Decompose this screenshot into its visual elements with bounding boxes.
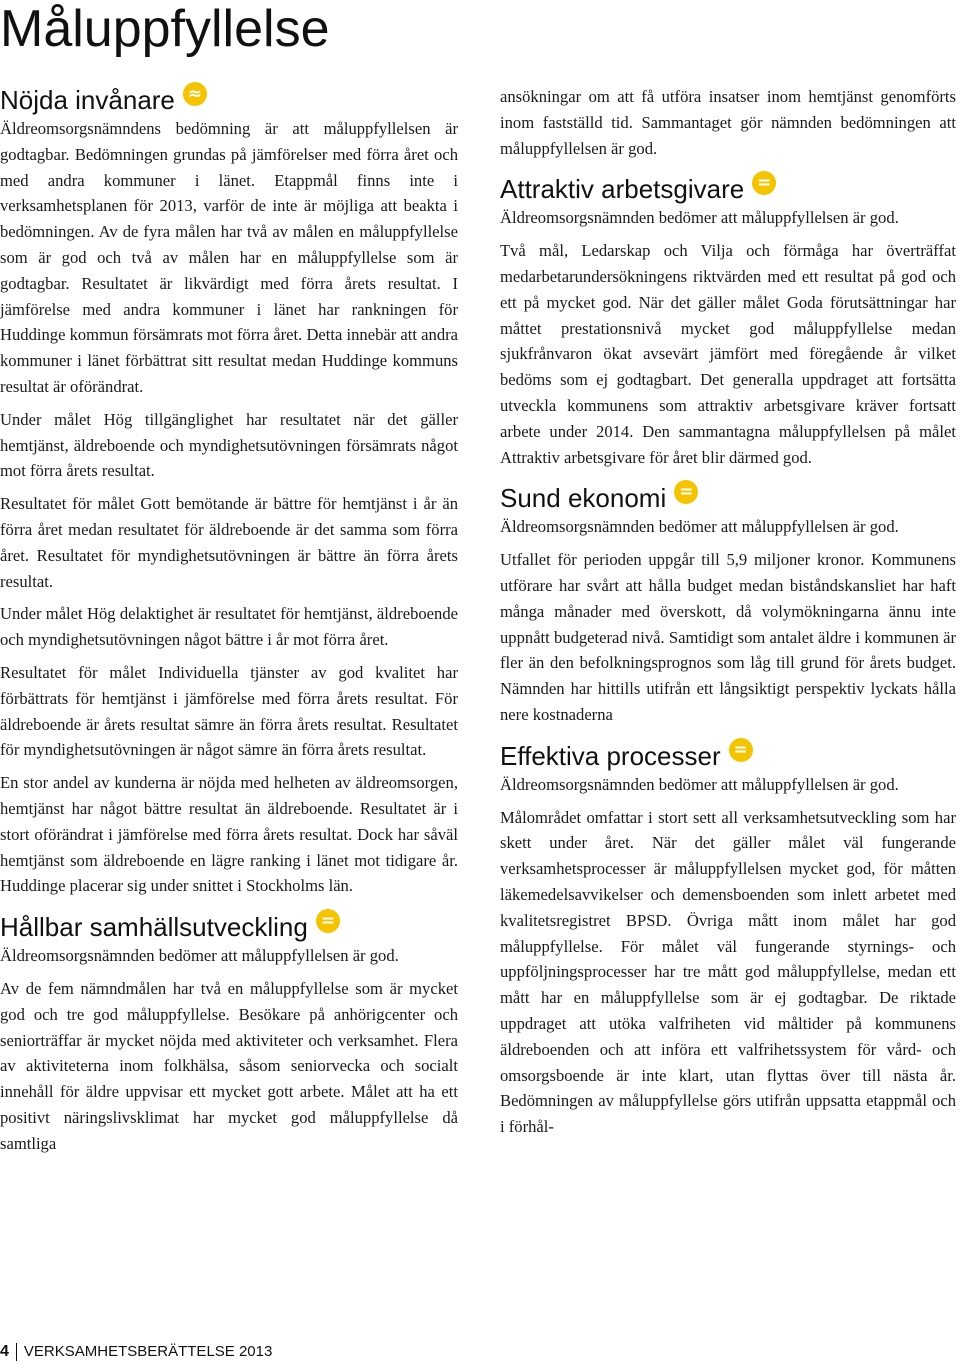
paragraph: ansökningar om att få utföra insatser inom hemtjänst genomförts inom fastställd tid. Sammantaget gör nämnden bedömningen att måluppfyllelsen är god.: [500, 87, 956, 158]
section-heading-text: Effektiva processer: [500, 740, 721, 771]
section-effektiva-processer: [500, 740, 956, 1140]
section-continuation: [500, 84, 956, 161]
section-heading-text: Attraktiv arbetsgivare: [500, 174, 745, 205]
paragraph: Äldreomsorgsnämnden bedömer att måluppfyllelsen är god.: [500, 517, 899, 537]
paragraph: Av de fem nämndmålen har två en måluppfyllelse som är mycket god och tre god måluppfyllelse. Besökare på anhörigcenter och seniorträffar är mycket nöjda med aktiviteter och verksamhet. Flera av aktiviteterna inom folkhälsa, såsom seniorvecka och socialt innehåll för äldre uppvisar ett mycket gott arbete. Målet att ha ett positivt näringslivsklimat har mycket god måluppfyllelse då samtliga: [0, 978, 458, 1153]
section-heading: [500, 482, 956, 514]
equals-icon: =: [674, 480, 698, 504]
left-column: [0, 84, 458, 1168]
approx-equal-icon: ≈: [183, 82, 207, 106]
paragraph: Äldreomsorgsnämndens bedömning är att måluppfyllelsen är godtagbar. Bedömningen grundas på jämförelser med förra året och med andra kommuner i länet. Etappmål finns inte i verksamhetsplanen för 2013, varför de inte är möjliga att beakta i bedömningen. Av de fyra målen har två av målen en måluppfyllelse som är god och två av målen har en måluppfyllelse som är godtagbar. Resultatet är likvärdigt med förra årets resultat. I jämförelse med andra kommuner i länet har rankningen för Huddinge kommun försämrats mot förra året. Detta innebär att andra kommuner i länet förbättrat sitt resultat medan Huddinge kommuns resultat är oförändrat.: [0, 119, 459, 396]
paragraph: Resultatet för målet Gott bemötande är bättre för hemtjänst i år än förra året medan resultatet för äldreboende är det samma som förra året. Resultatet för myndighetsutövningen är bättre än förra årets resultat.: [0, 494, 458, 591]
paragraph: Under målet Hög delaktighet är resultatet för hemtjänst, äldreboende och myndighetsutövningen något bättre i år mot förra året.: [0, 604, 458, 650]
paragraph: Under målet Hög tillgänglighet har resultatet när det gäller hemtjänst, äldreboende och myndighetsutövningen försämrats något mot förra årets resultat.: [0, 409, 458, 481]
section-heading: [0, 911, 458, 943]
equals-icon: =: [316, 909, 340, 933]
paragraph: Utfallet för perioden uppgår till 5,9 miljoner kronor. Kommunens utförare har svårt att hålla budget medan biståndskansliet har haft många månader med överskott, då volymökningarna ännu inte uppnått budgeterad nivå. Samtidigt som antalet äldre i kommunen är fler än den befolkningsprognos som låg till grund för årets budget. Nämnden har hittills utifrån ett långsiktigt perspektiv lyckats hålla nere kostnaderna: [500, 550, 956, 724]
section-heading: [500, 173, 956, 205]
page-number: 4: [0, 1343, 9, 1360]
paragraph: Målområdet omfattar i stort sett all verksamhetsutveckling som har skett under året. När det gäller målet väl fungerande verksamhetsprocesser är måluppfyllelsen mycket god, för måtten läkemedelsavvikelser och demensboenden som inlett arbetet med kvalitetsregistret BPSD. Övriga mått inom målet har god måluppfyllelse. För målet väl fungerande styrnings- och uppföljningsprocesser har tre mått god måluppfyllelse, medan ett mått har en måluppfyllelse som är ej godtagbar. De riktade uppdraget att utöka valfriheten vid måltider på kommunens äldreboenden och att införa ett valfrihetssystem för vård- och omsorgsboende är inte klart, utan flyttas över till nästa år. Bedömningen av måluppfyllelse görs utifrån uppsatta etappmål och i förhål-: [500, 807, 956, 1137]
paragraph: En stor andel av kunderna är nöjda med helheten av äldreomsorgen, hemtjänst har något bättre resultat än äldreboende. Resultatet är i stort oförändrat i jämförelse med förra årets resultat. Dock har såväl hemtjänst som äldreboende en lägre ranking i länet mot tidigare år. Huddinge placerar sig under snittet i Stockholms län.: [0, 773, 458, 896]
section-sund-ekonomi: [500, 482, 956, 727]
paragraph: Resultatet för målet Individuella tjänster av god kvalitet har förbättrats för hemtjänst i jämförelse med förra årets resultat. För äldreboende är årets resultat sämre än förra årets resultat. Resultatet för myndighetsutövningen är något sämre än förra årets resultat.: [0, 662, 458, 760]
section-nojda-invanare: [0, 84, 458, 899]
paragraph: Äldreomsorgsnämnden bedömer att måluppfyllelsen är god.: [0, 946, 399, 966]
footer-divider: [16, 1343, 17, 1361]
right-column: [500, 84, 956, 1152]
section-heading-text: Hållbar samhällsutveckling: [0, 912, 308, 943]
section-attraktiv-arbetsgivare: [500, 173, 956, 470]
section-heading: [500, 740, 956, 772]
section-hallbar-samhallsutveckling: [0, 911, 458, 1156]
page-footer: [0, 1342, 272, 1362]
equals-icon: =: [729, 738, 753, 762]
page-title: Måluppfyllelse: [0, 0, 330, 58]
paragraph: Äldreomsorgsnämnden bedömer att måluppfyllelsen är god.: [500, 774, 899, 794]
equals-icon: =: [752, 171, 776, 195]
paragraph: Två mål, Ledarskap och Vilja och förmåga har överträffat medarbetarundersökningens riktvärden med ett resultat på god och ett på mycket god. När det gäller målet Goda förutsättningar har måttet prestationsnivå mycket god måluppfyllelse medan sjukfrånvaron ökat avsevärt jämfört med föregående år vilket bedöms som ej godtagbart. Det generalla uppdraget att fortsätta utveckla kommunens som attraktiv arbetsgivare kräver fortsatt arbete under 2014. Den sammantagna måluppfyllelsen på målet Attraktiv arbetsgivare för året blir därmed god.: [500, 241, 956, 467]
section-heading: [0, 84, 458, 116]
section-heading-text: Nöjda invånare: [0, 85, 175, 115]
paragraph: Äldreomsorgsnämnden bedömer att måluppfyllelsen är god.: [500, 208, 899, 228]
report-name: VERKSAMHETSBERÄTTELSE 2013: [23, 1343, 273, 1360]
section-heading-text: Sund ekonomi: [500, 483, 667, 514]
